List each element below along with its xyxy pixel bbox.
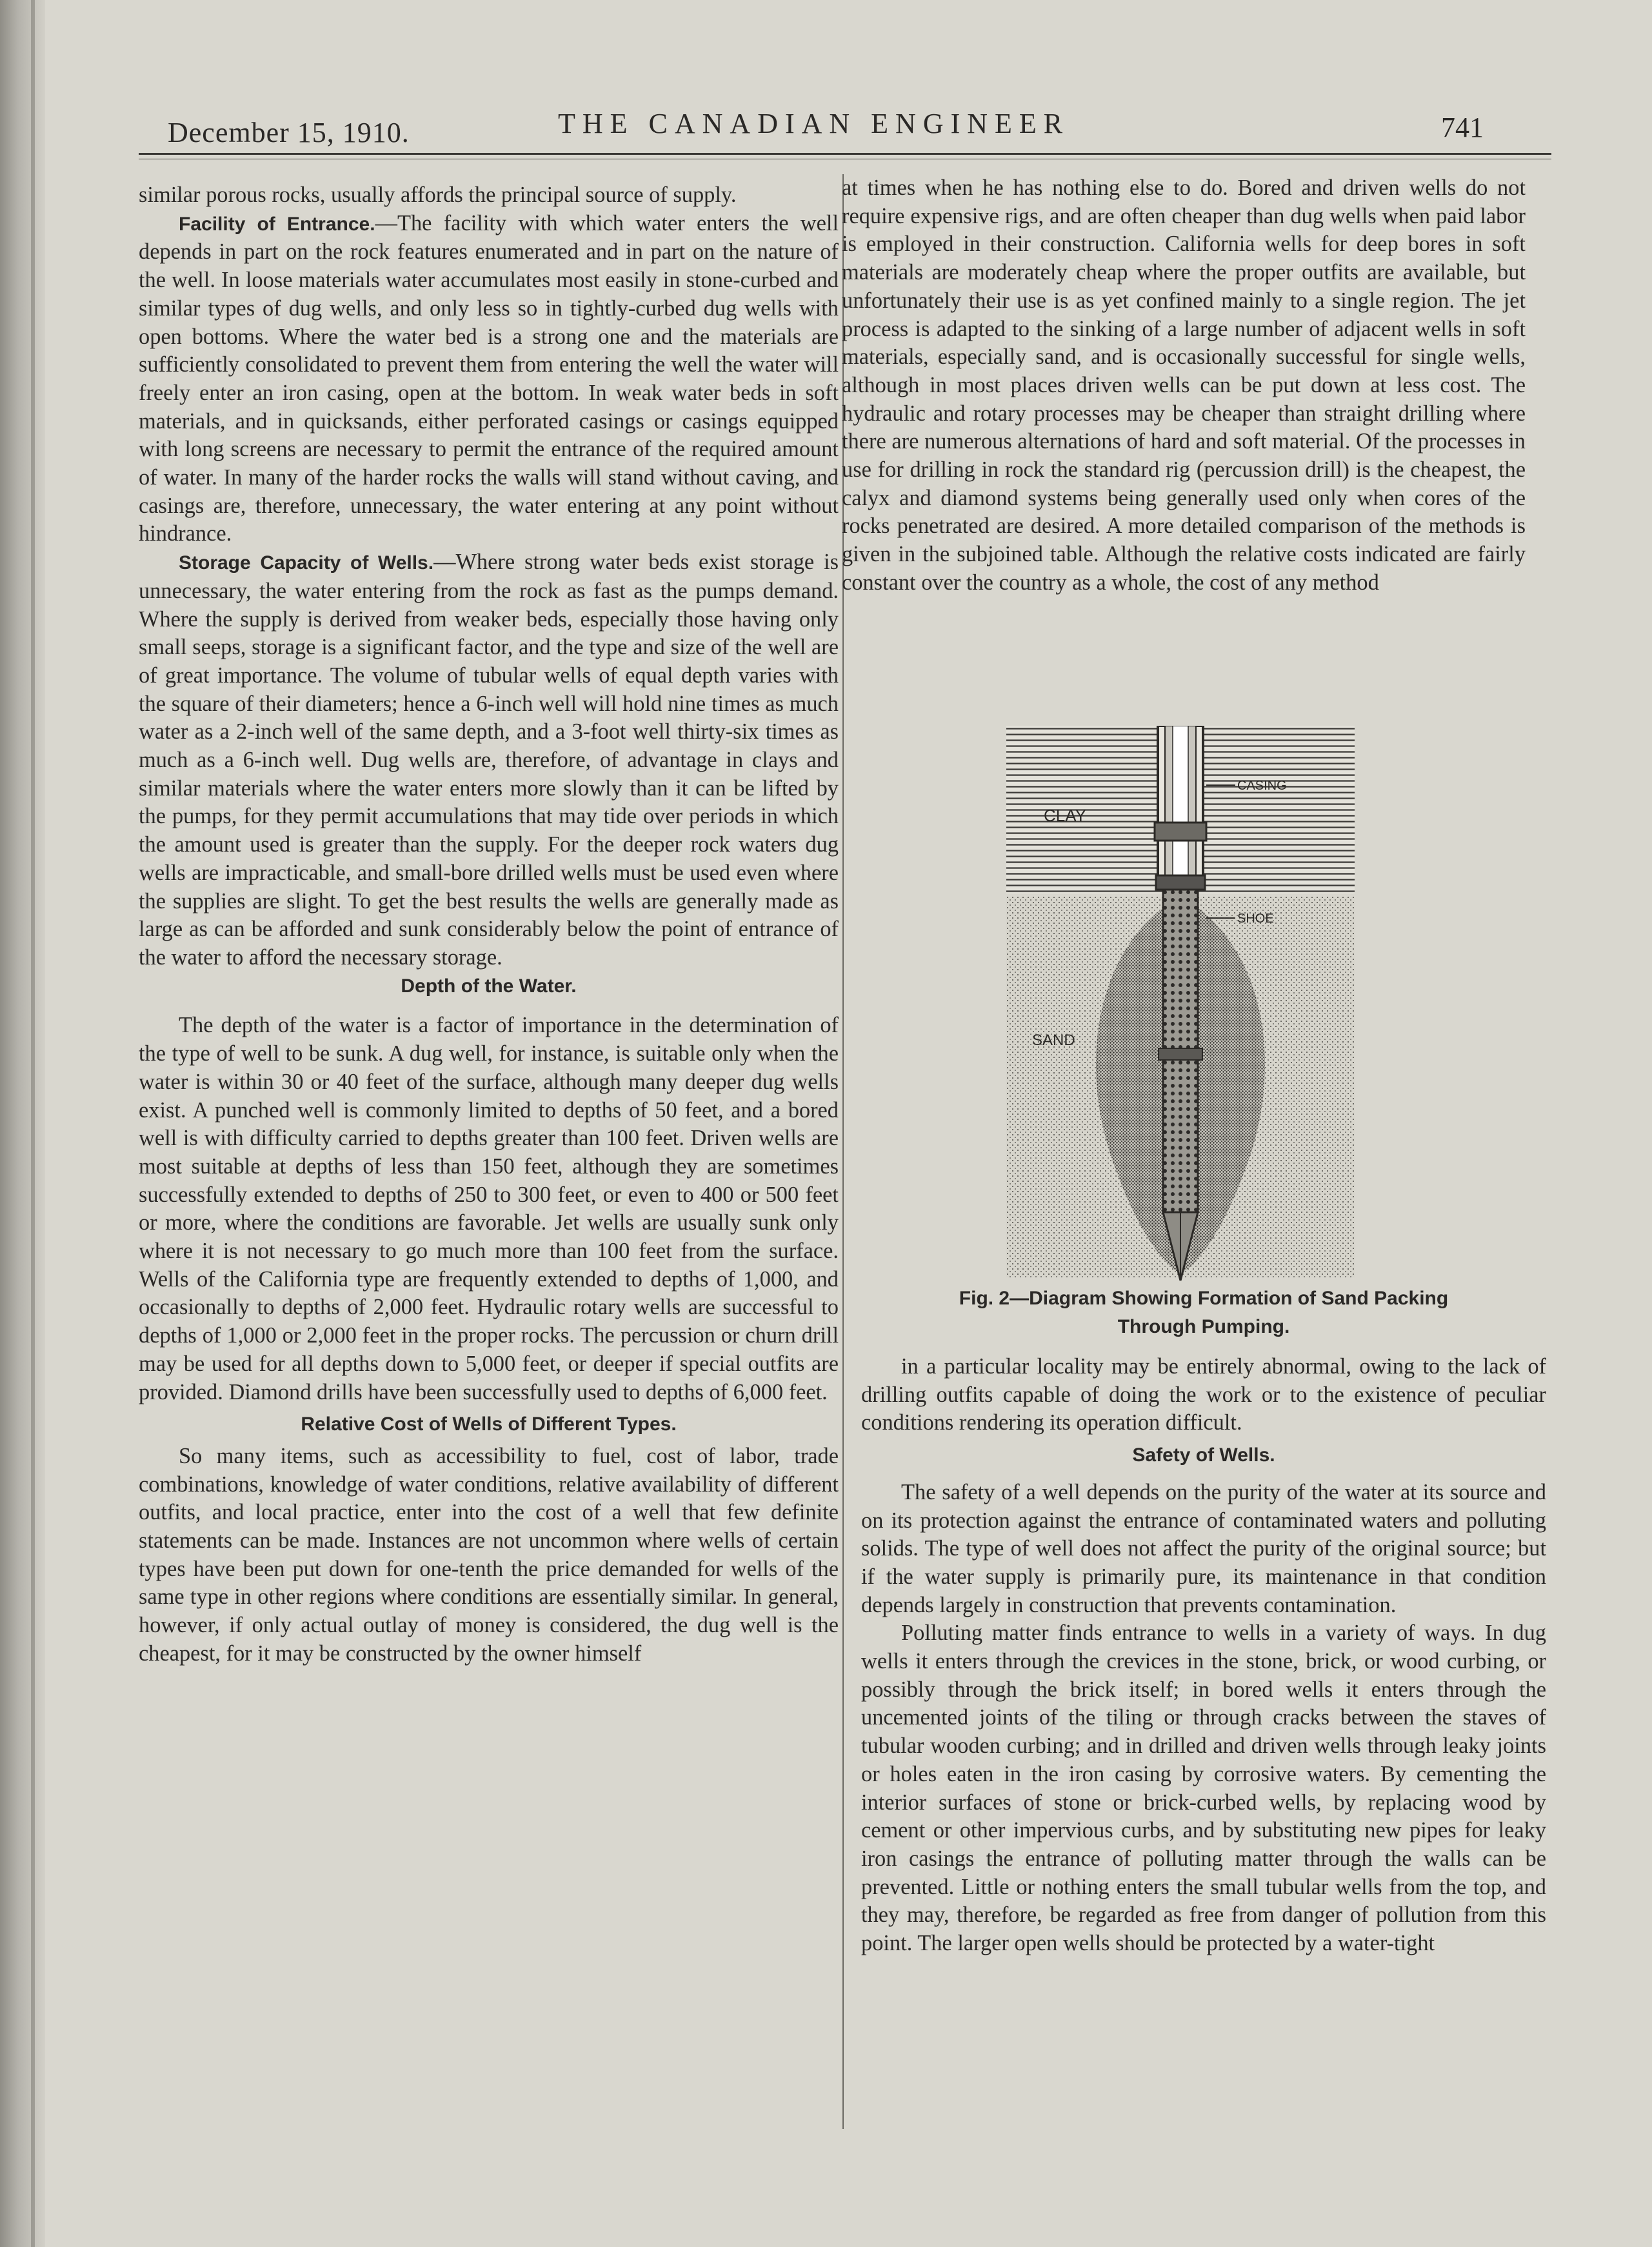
paragraph-text: —The facility with which water enters the well depends in part on the rock features enumerated and in part on the nature of the well. In loose materials water accumulates most easily in stone-curbed and similar types of dug wells, and only less so in tightly-curbed dug wells with open bottoms. Where the water bed is a strong one and the materials are sufficiently consolidated to prevent them from entering the well the water will freely enter an iron casing, open at the bottom. In weak water beds in soft materials, and in quicksands, either perforated casings or casings equipped with long screens are necessary to permit the entrance of the required amount of water. In many of the harder rocks the walls will stand without caving, and casings are, therefore, unnecessary, the water entering at any point without hindrance. bbox=[139, 210, 839, 546]
running-header bbox=[168, 97, 1490, 148]
book-binding-shadow bbox=[0, 0, 45, 2247]
label-clay: CLAY bbox=[1044, 806, 1086, 825]
header-date: December 15, 1910. bbox=[168, 117, 410, 148]
section-heading-depth: Depth of the Water. bbox=[401, 975, 577, 997]
section-heading-safety: Safety of Wells. bbox=[1132, 1444, 1275, 1466]
casing-collar bbox=[1155, 823, 1206, 841]
paragraph: The depth of the water is a factor of importance in the determination of the type of well to be sunk. A dug well, for instance, is suitable only when the water is within 30 or 40 feet of the surface, although many deeper dug wells exist. A punched well is commonly limited to depths of 50 feet, and a bored well is with difficulty carried to depths greater than 100 feet. Driven wells are most suitable at depths of less than 150 feet, although they are sometimes successfully extended to depths of 250 to 300 feet, or even to 400 or 500 feet or more, where the conditions are favorable. Jet wells are usually sunk only where it is not necessary to go much more than 100 feet from the surface. Wells of the California type are frequently extended to depths of 1,000, and occasionally to depths of 2,000 feet. Hydraulic rotary wells are successful to depths of 1,000 or 2,000 feet in the proper rocks. The percussion or churn drill may be used for all depths down to 5,000 feet, or deeper if special outfits are provided. Diamond drills have been successfully used to depths of 6,000 feet. bbox=[139, 1013, 839, 1404]
header-rule bbox=[139, 153, 1551, 155]
left-column bbox=[139, 181, 839, 1668]
section-heading-cost: Relative Cost of Wells of Different Types. bbox=[301, 1413, 677, 1435]
page-edge bbox=[31, 0, 35, 2247]
paragraph-storage bbox=[139, 548, 839, 972]
casing-shoe bbox=[1156, 875, 1205, 890]
figure-caption bbox=[861, 1284, 1546, 1341]
label-shoe: SHOE bbox=[1237, 912, 1274, 926]
right-column-top bbox=[842, 174, 1526, 597]
label-casing: CASING bbox=[1237, 779, 1287, 793]
paragraph: at times when he has nothing else to do. Bored and driven wells do not require expensive rigs, and are often cheaper than dug wells when paid labor is employed in their construction. California wells for deep bores in soft materials are moderately cheap where the proper outfits are available, but unfortunately their use is as yet confined mainly to a single region. The jet process is adapted to the sinking of a large number of adjacent wells in soft materials, especially sand, and is occasionally successful for single wells, although in most places driven wells can be put down at less cost. The hydraulic and rotary processes may be cheaper than straight drilling where there are numerous alternations of hard and soft material. Of the processes in use for drilling in rock the standard rig (percussion drill) is the cheapest, the calyx and diamond systems being generally used only when cores of the rocks penetrated are desired. A more detailed comparison of the methods is given in the subjoined table. Although the relative costs indicated are fairly constant over the country as a whole, the cost of any method bbox=[842, 175, 1526, 595]
well-diagram-svg bbox=[1006, 726, 1355, 1281]
subheading-storage: Storage Capacity of Wells. bbox=[179, 552, 434, 574]
journal-title: THE CANADIAN ENGINEER bbox=[558, 108, 1070, 139]
paragraph-text: —Where strong water beds exist storage is unnecessary, the water entering from the rock as fast as the pumps demand. Where the supply is derived from weaker beds, especially those having only small seeps, storage is a significant factor, and the type and size of the well are of great importance. The volume of tubular wells of equal depth varies with the square of their diameters; hence a 6-inch well will hold nine times as much water as a 2-inch well of the same depth, and a 3-foot well thirty-six times as much as a 6-inch well. Dug wells are, therefore, of advantage in clays and similar materials where the water enters more slowly than it can be lifted by the pumps, for they permit accumulations that may tide over periods in which the amount used is greater than the supply. For the deeper rock waters dug wells are impracticable, and small-bore drilled wells must be used even where the supplies are slight. To get the best results the wells are generally made as large as can be afforded and sunk considerably below the point of entrance of the water to afford the necessary storage. bbox=[139, 550, 839, 970]
well-diagram-figure bbox=[1006, 726, 1355, 1281]
page-number: 741 bbox=[1441, 112, 1484, 143]
subheading-facility: Facility of Entrance. bbox=[179, 213, 375, 235]
paragraph-facility bbox=[139, 210, 839, 548]
paragraph: similar porous rocks, usually affords the principal source of supply. bbox=[139, 183, 737, 207]
paragraph: in a particular locality may be entirely abnormal, owing to the lack of drilling outfits capable of doing the work or to the existence of peculiar conditions rendering its operation difficult. bbox=[861, 1354, 1546, 1435]
caption-line-2: Through Pumping. bbox=[1117, 1316, 1290, 1337]
label-sand: SAND bbox=[1032, 1032, 1075, 1049]
right-column-bottom bbox=[861, 1353, 1546, 1958]
caption-line-1: Fig. 2—Diagram Showing Formation of Sand Packing bbox=[959, 1288, 1449, 1309]
paragraph: The safety of a well depends on the purity of the water at its source and on its protection against the entrance of contaminated waters and polluting solids. The type of well does not affect the purity of the original source; but if the water supply is primarily pure, its maintenance in that condition depends largely in construction that prevents contamination. bbox=[861, 1479, 1546, 1617]
paragraph: Polluting matter finds entrance to wells in a variety of ways. In dug wells it enters through the crevices in the stone, brick, or wood curbing, or possibly through the brick itself; in bored wells it enters through the uncemented joints of the tiling or through cracks between the staves of tubular wooden curbing; and in drilled and driven wells through leaky joints or holes eaten in the iron casing by corrosive waters. By cementing the interior surfaces of stone or brick-curbed wells, by replacing wood by cement or other impervious curbs, and by substituting new pipes for leaky iron casings the entrance of polluting matter through the walls can be prevented. Little or nothing enters the small tubular wells from the top, and they may, therefore, be regarded as free from danger of pollution from this point. The larger open wells should be protected by a water-tight bbox=[861, 1621, 1546, 1956]
paragraph: So many items, such as accessibility to fuel, cost of labor, trade combinations, knowledge of water conditions, relative availability of different outfits, and local practice, enter into the cost of a well that few definite statements can be made. Instances are not uncommon where wells of certain types have been put down for one-tenth the price demanded for wells of the same type in other regions where conditions are essentially similar. In general, however, if only actual outlay of money is considered, the dug well is the cheapest, for it may be constructed by the owner himself bbox=[139, 1443, 839, 1666]
